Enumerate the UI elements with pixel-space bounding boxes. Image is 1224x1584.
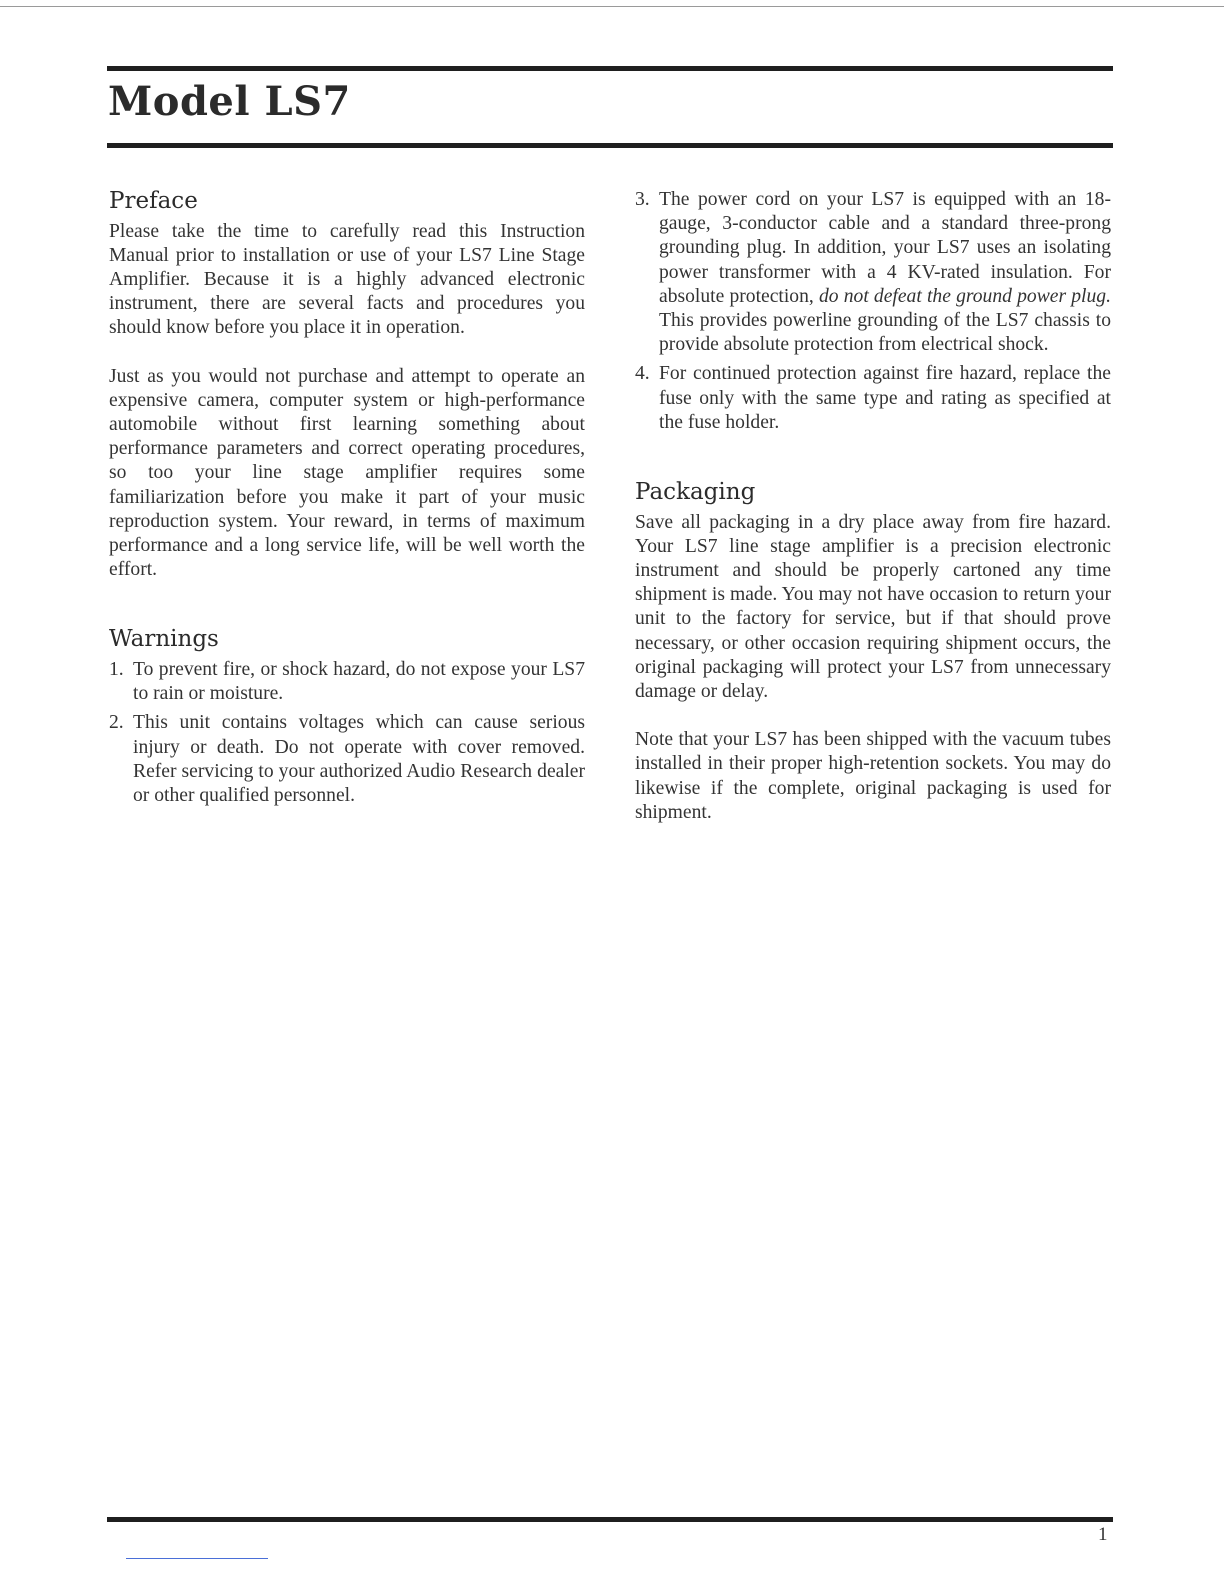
footer-rule xyxy=(107,1517,1113,1522)
warning-item xyxy=(109,711,585,808)
header-rule-bottom xyxy=(107,143,1113,148)
header-rule-top xyxy=(107,66,1113,71)
packaging-heading: Packaging xyxy=(635,479,756,506)
warning-emphasis: do not defeat the ground power plug. xyxy=(818,285,1111,307)
page-number: 1 xyxy=(1098,1524,1108,1545)
packaging-paragraph: Note that your LS7 has been shipped with the vacuum tubes installed in their proper high-retention sockets. You may do likewise if the complete, original packaging is used for shipment. xyxy=(635,729,1111,823)
preface-section xyxy=(109,188,585,582)
warning-text: This provides powerline grounding of the LS7 chassis to provide absolute protection from electrical shock. xyxy=(659,310,1111,356)
preface-paragraph: Please take the time to carefully read this Instruction Manual prior to installation or use of your LS7 Line Stage Amplifier. Because it is a highly advanced electronic instrument, there are several facts and procedures you should know before you place it in operation. xyxy=(109,220,585,339)
scan-edge-line xyxy=(0,6,1224,7)
warning-number: 4. xyxy=(635,363,650,385)
warning-number: 3. xyxy=(635,189,650,210)
warning-text: This unit contains voltages which can cause serious injury or death. Do not operate with cover removed. Refer servicing to your authorized Audio Research dealer or other qualified personnel. xyxy=(133,712,585,807)
page-title: Model LS7 xyxy=(108,78,351,125)
preface-heading: Preface xyxy=(109,188,198,214)
footer-underline xyxy=(126,1558,268,1559)
warnings-list xyxy=(109,658,585,808)
warnings-list-continued xyxy=(635,188,1111,435)
packaging-paragraph: Save all packaging in a dry place away from fire hazard. Your LS7 line stage amplifier is a precision electronic instrument and should be properly cartoned any time shipment is made. You may not have occasion to return your unit to the factory for service, but if that should prove necessary, or other occasion requiring shipment occurs, the original packaging will protect your LS7 from unnecessary damage or delay. xyxy=(635,511,1111,703)
warnings-heading: Warnings xyxy=(109,626,219,653)
warning-number: 1. xyxy=(109,659,124,681)
warnings-section xyxy=(109,626,585,808)
packaging-section xyxy=(635,479,1111,825)
preface-paragraph: Just as you would not purchase and attempt to operate an expensive camera, computer system or high-performance automobile without first learning something about performance parameters and correct operating procedures, so too your line stage amplifier requires some familiarization before you make it part of your music reproduction system. Your reward, in terms of maximum performance and a long service life, will be well worth the effort. xyxy=(109,365,585,581)
warning-text: For continued protection against fire hazard, replace the fuse only with the same type and rating as specified at the fuse holder. xyxy=(659,363,1111,433)
warning-number: 2. xyxy=(109,712,124,734)
warning-item xyxy=(109,658,585,706)
warning-text: The power cord on your LS7 is equipped with an 18-gauge, 3-conductor cable and a standard three-prong grounding plug. In addition, your LS7 uses an isolating power transformer with a 4 KV-rated insulation. For absolute protection, xyxy=(659,189,1111,307)
warning-item xyxy=(635,362,1111,435)
left-column xyxy=(109,188,585,813)
warning-item xyxy=(635,188,1111,357)
warning-text: To prevent fire, or shock hazard, do not expose your LS7 to rain or moisture. xyxy=(133,659,585,705)
right-column xyxy=(635,188,1111,825)
